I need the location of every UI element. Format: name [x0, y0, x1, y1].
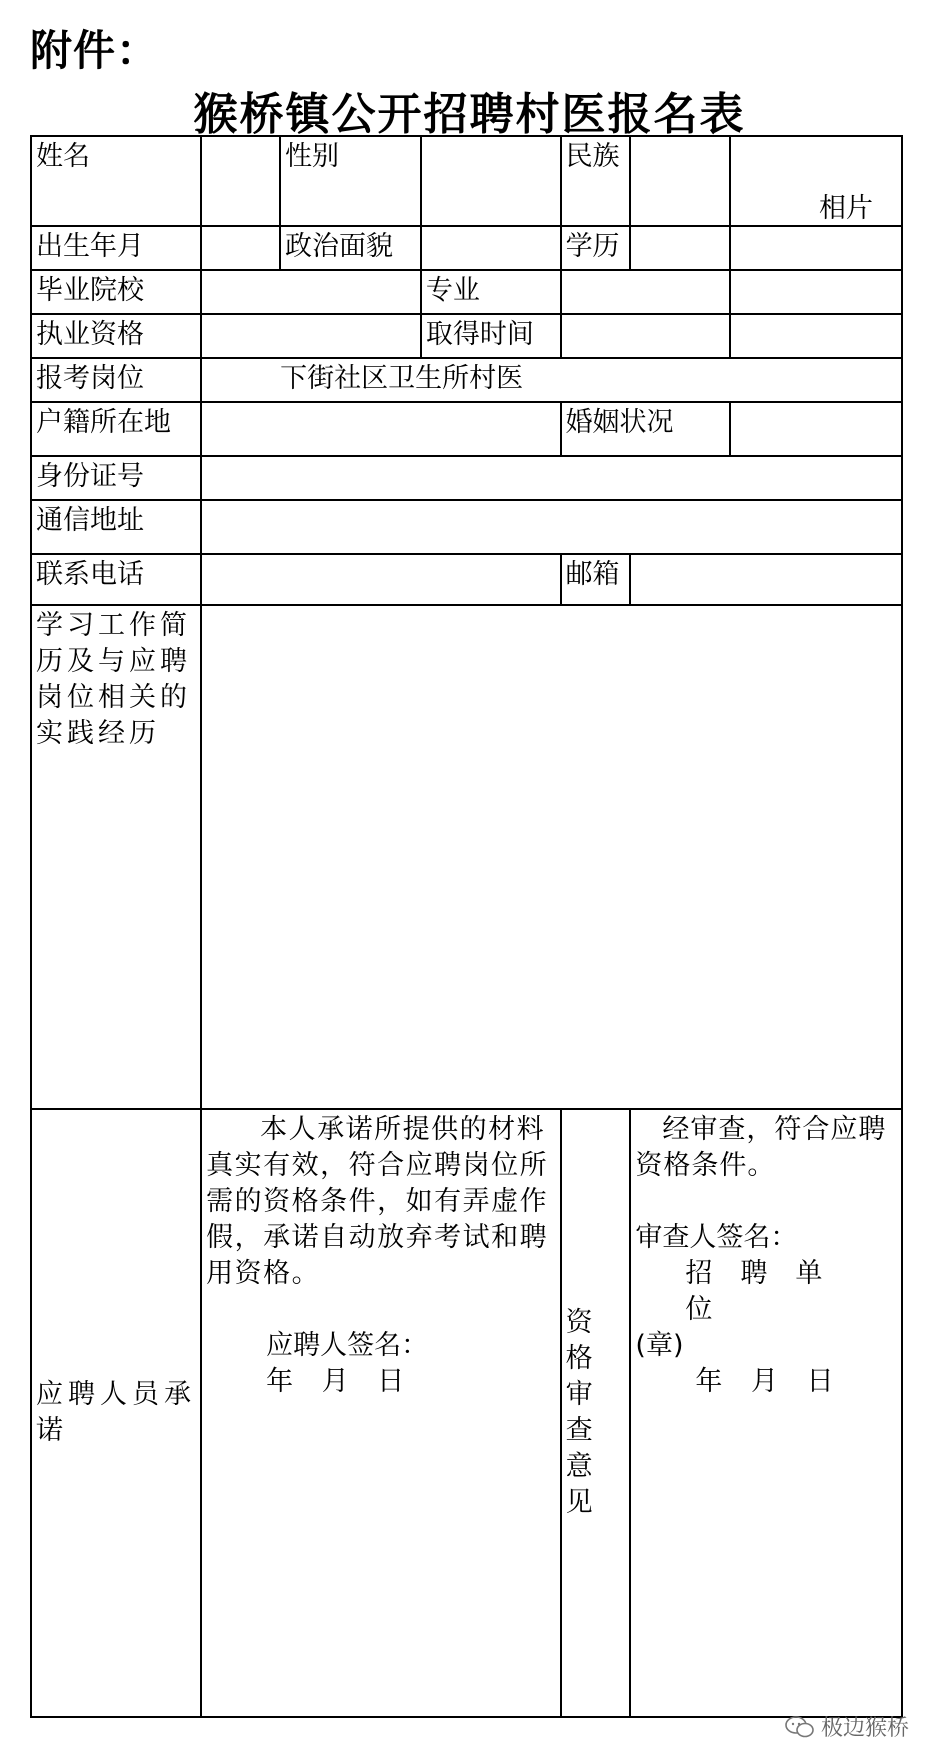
review-text: 经审查，符合应聘资格条件。	[635, 1114, 887, 1182]
watermark-text: 极边猴桥	[820, 1716, 909, 1741]
gender-value-cell[interactable]	[421, 136, 561, 226]
qualification-row-extra-cell	[730, 314, 902, 358]
qualification-label: 执业资格	[31, 314, 201, 358]
position-value[interactable]: 下街社区卫生所村医	[201, 358, 902, 402]
applicant-date-label: 年 月 日	[266, 1366, 415, 1398]
ethnicity-label: 民族	[561, 136, 631, 226]
qualification-value-cell[interactable]	[201, 314, 421, 358]
political-status-label: 政治面貌	[280, 226, 421, 270]
hukou-label: 户籍所在地	[31, 402, 201, 456]
phone-label: 联系电话	[31, 554, 201, 604]
political-status-value-cell[interactable]	[421, 226, 561, 270]
ethnicity-value-cell[interactable]	[630, 136, 729, 226]
major-value-cell[interactable]	[561, 270, 730, 314]
form-title: 猴桥镇公开招聘村医报名表	[193, 89, 746, 140]
school-value-cell[interactable]	[201, 270, 421, 314]
address-value-cell[interactable]	[201, 500, 902, 554]
experience-value-cell[interactable]	[201, 605, 902, 1109]
promise-text: 本人承诺所提供的材料真实有效，符合应聘岗位所需的资格条件，如有弄虚作假，承诺自动放弃考试和聘用资格。	[206, 1114, 549, 1290]
gender-label: 性别	[280, 136, 421, 226]
position-label: 报考岗位	[31, 358, 201, 402]
hukou-value-cell[interactable]	[201, 402, 560, 456]
email-value-cell[interactable]	[630, 554, 902, 604]
experience-label: 学习工作简历及与应聘岗位相关的实践经历	[31, 605, 201, 1109]
phone-value-cell[interactable]	[201, 554, 560, 604]
review-cell	[630, 1109, 902, 1717]
hiring-unit-label: 招聘单位	[685, 1258, 851, 1326]
name-value-cell[interactable]	[201, 136, 280, 226]
marital-value-cell[interactable]	[730, 402, 902, 456]
email-label: 邮箱	[561, 554, 631, 604]
review-date-label: 年 月 日	[695, 1366, 844, 1398]
major-label: 专业	[421, 270, 561, 314]
watermark	[785, 1711, 909, 1742]
school-label: 毕业院校	[31, 270, 201, 314]
id-number-value-cell[interactable]	[201, 456, 902, 500]
registration-form-table	[30, 135, 903, 1718]
photo-label: 相片	[819, 193, 873, 224]
birth-value-cell[interactable]	[201, 226, 280, 270]
photo-cell[interactable]	[730, 136, 902, 226]
applicant-sign-label: 应聘人签名：	[266, 1330, 429, 1362]
photo-extra-cell	[730, 226, 902, 270]
obtained-time-value-cell[interactable]	[561, 314, 730, 358]
seal-label: (章)	[635, 1330, 684, 1362]
wechat-icon	[785, 1716, 815, 1738]
id-number-label: 身份证号	[31, 456, 201, 500]
promise-label: 应聘人员承诺	[31, 1109, 201, 1717]
review-label: 资格审查意见	[561, 1109, 631, 1717]
attachment-label: 附件：	[30, 26, 160, 75]
education-value-cell[interactable]	[630, 226, 729, 270]
address-label: 通信地址	[31, 500, 201, 554]
education-label: 学历	[561, 226, 631, 270]
birth-label: 出生年月	[31, 226, 201, 270]
marital-label: 婚姻状况	[561, 402, 730, 456]
name-label: 姓名	[31, 136, 201, 226]
reviewer-sign-label: 审查人签名：	[635, 1222, 798, 1254]
school-row-extra-cell	[730, 270, 902, 314]
promise-cell	[201, 1109, 560, 1717]
obtained-time-label: 取得时间	[421, 314, 561, 358]
